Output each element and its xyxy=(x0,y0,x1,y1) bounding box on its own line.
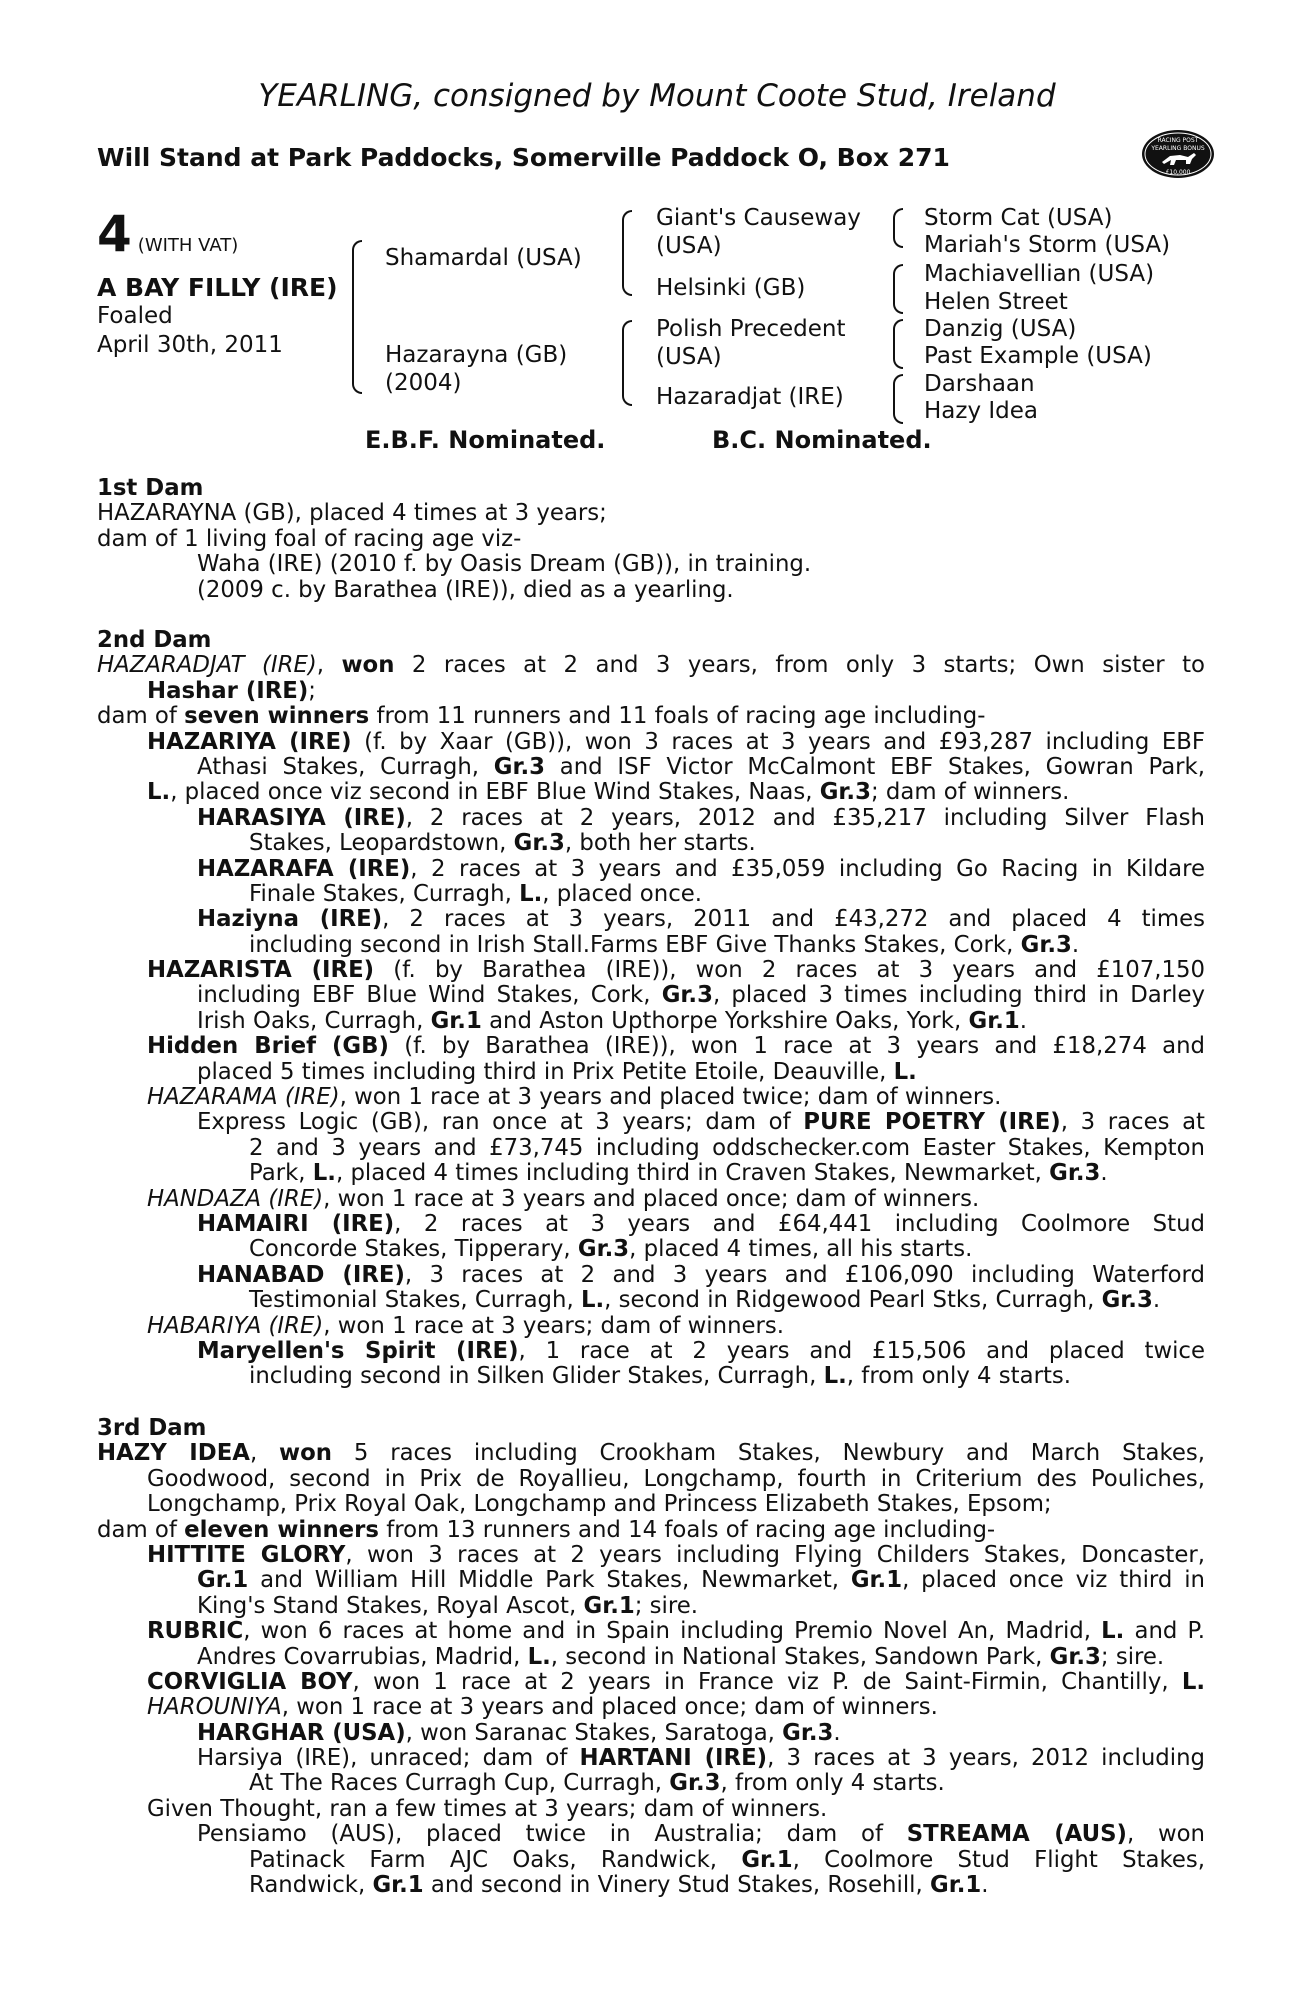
pedigree-dam: Hazarayna (GB) (2004) xyxy=(385,342,568,396)
text-line: dam of eleven winners from 13 runners and 14 foals of racing age including- xyxy=(97,1516,996,1543)
text-line: Waha (IRE) (2010 f. by Oasis Dream (GB)), in training. xyxy=(197,551,812,578)
pedigree-gen3-1: Storm Cat (USA) xyxy=(924,205,1113,231)
foaled-info xyxy=(97,302,283,360)
text-line: Finale Stakes, Curragh, L., placed once. xyxy=(249,880,703,907)
text-line: Testimonial Stakes, Curragh, L., second in Ridgewood Pearl Stks, Curragh, Gr.3. xyxy=(249,1287,1161,1314)
text-line: HARGHAR (USA), won Saranac Stakes, Saratoga, Gr.3. xyxy=(197,1719,841,1746)
foaled-label: Foaled xyxy=(97,303,173,329)
text-line: including EBF Blue Wind Stakes, Cork, Gr.3, placed 3 times including third in Darley xyxy=(197,982,1205,1009)
first-dam-section xyxy=(97,476,1205,603)
text-line: dam of seven winners from 11 runners and 11 foals of racing age including- xyxy=(97,703,986,730)
pedigree-brace-dd xyxy=(893,374,903,424)
text-line: HAZARAMA (IRE), won 1 race at 3 years and placed twice; dam of winners. xyxy=(147,1084,1002,1111)
pedigree-sire-sire: Giant's Causeway (USA) xyxy=(656,205,861,259)
text-line: Pensiamo (AUS), placed twice in Australia; dam of STREAMA (AUS), won xyxy=(197,1821,1205,1848)
section-heading: 2nd Dam xyxy=(97,627,212,653)
text-line: placed 5 times including third in Prix Petite Etoile, Deauville, L. xyxy=(197,1058,917,1085)
text-line: Goodwood, second in Prix de Royallieu, Longchamp, fourth in Criterium des Pouliches, xyxy=(147,1465,1205,1492)
text-line: HAZARIYA (IRE) (f. by Xaar (GB)), won 3 races at 3 years and £93,287 including EBF xyxy=(147,728,1205,755)
text-line: HAMAIRI (IRE), 2 races at 3 years and £64,441 including Coolmore Stud xyxy=(197,1210,1205,1237)
text-line: Irish Oaks, Curragh, Gr.1 and Aston Upthorpe Yorkshire Oaks, York, Gr.1. xyxy=(197,1007,1027,1034)
second-dam-section xyxy=(97,628,1205,1390)
text-line: Gr.1 and William Hill Middle Park Stakes, Newmarket, Gr.1, placed once viz third in xyxy=(197,1567,1205,1594)
text-line: HANDAZA (IRE), won 1 race at 3 years and placed once; dam of winners. xyxy=(147,1185,980,1212)
text-line: HANABAD (IRE), 3 races at 2 and 3 years and £106,090 including Waterford xyxy=(197,1261,1205,1288)
text-line: HITTITE GLORY, won 3 races at 2 years including Flying Childers Stakes, Doncaster, xyxy=(147,1541,1205,1568)
pedigree-brace-ss xyxy=(893,208,903,248)
third-dam-section xyxy=(97,1416,1205,1898)
text-line: Haziyna (IRE), 2 races at 3 years, 2011 and £43,272 and placed 4 times xyxy=(197,906,1205,933)
ebf-nomination: E.B.F. Nominated. xyxy=(365,426,606,454)
text-line: RUBRIC, won 6 races at home and in Spain including Premio Novel An, Madrid, L. and P. xyxy=(147,1618,1205,1645)
text-line: HARASIYA (IRE), 2 races at 2 years, 2012 and £35,217 including Silver Flash xyxy=(197,804,1206,831)
text-line: Hashar (IRE); xyxy=(147,677,316,704)
stand-location: Will Stand at Park Paddocks, Somerville Paddock O, Box 271 xyxy=(97,143,950,172)
text-line: Maryellen's Spirit (IRE), 1 race at 2 years and £15,506 and placed twice xyxy=(197,1337,1205,1364)
text-line: CORVIGLIA BOY, won 1 race at 2 years in France viz P. de Saint-Firmin, Chantilly, L. xyxy=(147,1668,1205,1695)
svg-text:£10,000: £10,000 xyxy=(1165,169,1191,176)
text-line: Hidden Brief (GB) (f. by Barathea (IRE)), won 1 race at 3 years and £18,274 and xyxy=(147,1033,1205,1060)
text-line: Athasi Stakes, Curragh, Gr.3 and ISF Victor McCalmont EBF Stakes, Gowran Park, xyxy=(197,753,1205,780)
text-line: Given Thought, ran a few times at 3 years; dam of winners. xyxy=(147,1795,828,1822)
pedigree-gen3-5: Danzig (USA) xyxy=(924,316,1077,342)
text-line: Harsiya (IRE), unraced; dam of HARTANI (IRE), 3 races at 3 years, 2012 including xyxy=(197,1745,1205,1772)
text-line: HAZARADJAT (IRE), won 2 races at 2 and 3 years, from only 3 starts; Own sister to xyxy=(97,652,1205,679)
text-line: Express Logic (GB), ran once at 3 years; dam of PURE POETRY (IRE), 3 races at xyxy=(197,1109,1205,1136)
text-line: 2 and 3 years and £73,745 including oddschecker.com Easter Stakes, Kempton xyxy=(249,1134,1205,1161)
text-line: Longchamp, Prix Royal Oak, Longchamp and Princess Elizabeth Stakes, Epsom; xyxy=(147,1491,1052,1518)
pedigree-brace-ds xyxy=(893,319,903,369)
pedigree-gen3-6: Past Example (USA) xyxy=(924,343,1152,369)
text-line: HAZARAFA (IRE), 2 races at 3 years and £35,059 including Go Racing in Kildare xyxy=(197,855,1205,882)
text-line: King's Stand Stakes, Royal Ascot, Gr.1; sire. xyxy=(197,1592,699,1619)
pedigree-brace-dam xyxy=(622,320,632,406)
foaled-date: April 30th, 2011 xyxy=(97,332,283,358)
pedigree-brace-sire xyxy=(622,210,632,296)
text-line: L., placed once viz second in EBF Blue Wind Stakes, Naas, Gr.3; dam of winners. xyxy=(147,779,1070,806)
text-line: HABARIYA (IRE), won 1 race at 3 years; dam of winners. xyxy=(147,1312,785,1339)
text-line: Park, L., placed 4 times including third in Craven Stakes, Newmarket, Gr.3. xyxy=(249,1160,1108,1187)
svg-text:RACING POST: RACING POST xyxy=(1157,137,1199,144)
text-line: Andres Covarrubias, Madrid, L., second in National Stakes, Sandown Park, Gr.3; sire. xyxy=(197,1643,1165,1670)
lot-number: 4 xyxy=(97,205,132,263)
pedigree-brace-gen1 xyxy=(352,240,362,394)
text-line: HAZARAYNA (GB), placed 4 times at 3 years; xyxy=(97,500,607,527)
pedigree-gen3-4: Helen Street xyxy=(924,289,1068,315)
pedigree-gen3-7: Darshaan xyxy=(924,371,1035,397)
svg-text:YEARLING BONUS: YEARLING BONUS xyxy=(1151,145,1205,152)
pedigree-sire-dam: Helsinki (GB) xyxy=(656,275,806,301)
pedigree-sire: Shamardal (USA) xyxy=(385,245,582,271)
text-line: Randwick, Gr.1 and second in Vinery Stud Stakes, Rosehill, Gr.1. xyxy=(249,1872,989,1899)
text-line: At The Races Curragh Cup, Curragh, Gr.3, from only 4 starts. xyxy=(249,1770,945,1797)
lot-number-block xyxy=(97,205,238,263)
text-line: HAZY IDEA, won 5 races including Crookham Stakes, Newbury and March Stakes, xyxy=(97,1440,1206,1467)
text-line: HAZARISTA (IRE) (f. by Barathea (IRE)), won 2 races at 3 years and £107,150 xyxy=(147,957,1205,984)
yearling-bonus-badge xyxy=(1140,128,1216,180)
text-line: (2009 c. by Barathea (IRE)), died as a yearling. xyxy=(197,576,734,603)
text-line: Concorde Stakes, Tipperary, Gr.3, placed 4 times, all his starts. xyxy=(249,1236,973,1263)
pedigree-gen3-8: Hazy Idea xyxy=(924,398,1039,424)
text-line: including second in Irish Stall.Farms EBF Give Thanks Stakes, Cork, Gr.3. xyxy=(249,931,1080,958)
text-line: Stakes, Leopardstown, Gr.3, both her starts. xyxy=(249,830,756,857)
page-title: YEARLING, consigned by Mount Coote Stud, Ireland xyxy=(258,78,1056,114)
text-line: Patinack Farm AJC Oaks, Randwick, Gr.1, Coolmore Stud Flight Stakes, xyxy=(249,1846,1205,1873)
text-line: dam of 1 living foal of racing age viz- xyxy=(97,525,522,552)
horse-name: A BAY FILLY (IRE) xyxy=(97,273,338,302)
pedigree-gen3-3: Machiavellian (USA) xyxy=(924,261,1155,287)
pedigree-gen3-2: Mariah's Storm (USA) xyxy=(924,232,1171,258)
vat-note: (WITH VAT) xyxy=(137,235,239,256)
text-line: including second in Silken Glider Stakes, Curragh, L., from only 4 starts. xyxy=(249,1363,1072,1390)
pedigree-dam-sire: Polish Precedent (USA) xyxy=(656,316,846,370)
section-heading: 1st Dam xyxy=(97,475,204,501)
pedigree-brace-sd xyxy=(893,264,903,314)
pedigree-dam-dam: Hazaradjat (IRE) xyxy=(656,384,844,410)
bc-nomination: B.C. Nominated. xyxy=(712,426,932,454)
section-heading: 3rd Dam xyxy=(97,1415,207,1441)
text-line: HAROUNIYA, won 1 race at 3 years and placed once; dam of winners. xyxy=(147,1694,938,1721)
